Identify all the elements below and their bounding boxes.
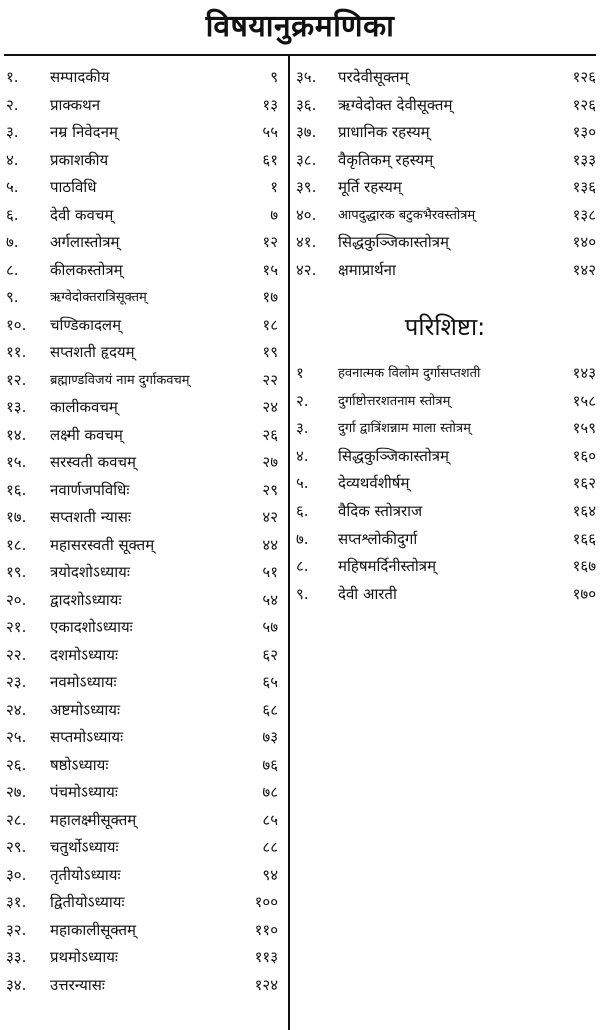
entry-title: देवी कवचम्: [50, 205, 114, 224]
toc-entry: [292, 257, 598, 285]
entry-title: कीलकस्तोत्रम्: [50, 260, 123, 279]
entry-title: नवार्णजपविधिः: [50, 480, 130, 499]
entry-title: एकादशोऽध्यायः: [50, 618, 133, 636]
toc-entry: [0, 669, 286, 697]
entry-title: सप्तमोऽध्यायः: [50, 728, 124, 746]
toc-entry: [292, 174, 598, 202]
entry-number: ३२.: [6, 920, 27, 939]
entry-title: महिषमर्दिनीस्तोत्रम्: [338, 557, 437, 576]
toc-entry: [0, 889, 286, 917]
entry-page-number: १४२: [572, 260, 596, 279]
toc-entry: [292, 443, 598, 471]
entry-page-number: ७८: [262, 783, 278, 801]
entry-title: त्रयोदशोऽध्यायः: [50, 563, 130, 581]
entry-title: द्वितीयोऽध्यायः: [50, 893, 125, 911]
toc-entry: [0, 642, 286, 670]
entry-number: ९.: [6, 288, 19, 306]
appendix-heading: परिशिष्टा:: [404, 313, 486, 341]
entry-number: ३९.: [296, 178, 317, 196]
entry-number: १७.: [6, 508, 27, 526]
entry-title: कालीकवचम्: [50, 398, 118, 416]
toc-entry: [0, 807, 286, 835]
toc-entry: [0, 972, 286, 1000]
entry-page-number: १८: [262, 315, 278, 334]
entry-title: सप्तश्लोकीदुर्गा: [338, 529, 418, 548]
entry-title: दुर्गाष्टोत्तरशतनाम स्तोत्रम्: [338, 393, 451, 409]
toc-entry: [0, 422, 286, 450]
entry-number: २६.: [6, 755, 27, 774]
entry-number: ६.: [6, 205, 19, 224]
entry-page-number: १५८: [572, 391, 596, 410]
toc-entry: [292, 415, 598, 443]
toc-entry: [292, 553, 598, 581]
toc-entry: [0, 229, 286, 257]
entry-title: पंचमोऽध्यायः: [50, 783, 118, 801]
toc-entry: [0, 174, 286, 202]
entry-title: मूर्ति रहस्यम्: [338, 178, 402, 196]
entry-number: ४२.: [296, 260, 317, 279]
entry-title: आपदुद्धारक बटुकभैरवस्तोत्रम्: [338, 207, 476, 223]
entry-title: चतुर्थोऽध्यायः: [50, 838, 119, 856]
toc-entry: [292, 119, 598, 147]
entry-page-number: ७६: [262, 755, 278, 774]
entry-page-number: १००: [254, 893, 278, 911]
entry-page-number: ४४: [262, 535, 278, 554]
entry-title: प्राक्कथन: [50, 95, 101, 114]
entry-number: ३३.: [6, 948, 27, 966]
entry-title: महालक्ष्मीसूक्तम्: [50, 810, 137, 829]
appendix-list: [292, 360, 598, 608]
toc-entry: [0, 119, 286, 147]
entry-page-number: ८८: [262, 838, 278, 856]
entry-title: हवनात्मक विलोम दुर्गासप्तशती: [338, 366, 481, 381]
entry-page-number: १५: [262, 260, 278, 279]
entry-number: २७.: [6, 783, 27, 801]
entry-number: ४.: [296, 446, 309, 465]
toc-entry: [0, 449, 286, 477]
entry-title: द्वादशोऽध्यायः: [50, 590, 122, 609]
toc-entry: [0, 504, 286, 532]
entry-number: २४.: [6, 700, 27, 719]
entry-page-number: १३६: [572, 178, 596, 196]
entry-number: २३.: [6, 673, 27, 691]
entry-page-number: ६८: [262, 700, 278, 719]
entry-number: ७.: [6, 233, 19, 251]
entry-page-number: १: [270, 178, 278, 196]
entry-number: ४०.: [296, 205, 317, 224]
toc-entry: [0, 834, 286, 862]
entry-title: महाकालीसूक्तम्: [50, 920, 136, 939]
entry-number: १६.: [6, 480, 27, 499]
toc-entry: [0, 477, 286, 505]
entry-number: १०.: [6, 315, 27, 334]
entry-page-number: १५९: [572, 419, 596, 438]
entry-number: १: [296, 364, 304, 382]
toc-entry: [292, 202, 598, 230]
entry-page-number: ५४: [262, 590, 278, 609]
toc-entry: [292, 64, 598, 92]
contents-list-left: [0, 64, 286, 999]
entry-page-number: १६४: [572, 501, 596, 520]
entry-page-number: १२४: [254, 975, 278, 994]
entry-number: ४१.: [296, 233, 317, 251]
toc-entry: [0, 697, 286, 725]
entry-number: १२.: [6, 370, 27, 389]
entry-title: क्षमाप्रार्थना: [338, 260, 396, 279]
toc-entry: [0, 202, 286, 230]
entry-page-number: ९४: [262, 865, 278, 884]
entry-number: ३.: [6, 123, 19, 141]
entry-title: महासरस्वती सूक्तम्: [50, 535, 155, 554]
entry-page-number: १६७: [572, 557, 596, 576]
entry-number: ३६.: [296, 95, 317, 114]
toc-entry: [292, 92, 598, 120]
toc-entry: [0, 312, 286, 340]
entry-number: ४.: [6, 150, 19, 169]
toc-entry: [292, 147, 598, 175]
entry-title: देवी आरती: [338, 584, 397, 603]
entry-page-number: १२: [262, 233, 278, 251]
entry-title: नम्र निवेदनम्: [50, 123, 118, 141]
entry-page-number: ७: [270, 205, 278, 224]
entry-number: ३०.: [6, 865, 27, 884]
entry-number: ६.: [296, 501, 309, 520]
entry-title: अष्टमोऽध्यायः: [50, 700, 121, 719]
entry-page-number: १४३: [572, 364, 596, 382]
entry-page-number: २७: [262, 453, 278, 471]
toc-entry: [0, 752, 286, 780]
title-divider: [4, 54, 596, 56]
entry-number: २०.: [6, 590, 27, 609]
entry-number: १३.: [6, 398, 27, 416]
entry-page-number: १६२: [572, 474, 596, 493]
entry-number: ५.: [296, 474, 309, 493]
toc-entry: [0, 92, 286, 120]
toc-entry: [292, 229, 598, 257]
entry-page-number: ११३: [254, 948, 278, 966]
entry-page-number: ५५: [262, 123, 278, 141]
entry-number: ८.: [6, 260, 19, 279]
entry-page-number: १२६: [572, 95, 596, 114]
entry-title: तृतीयोऽध्यायः: [50, 865, 121, 884]
entry-number: ३४.: [6, 975, 27, 994]
entry-number: ३८.: [296, 150, 317, 169]
entry-number: २२.: [6, 645, 27, 664]
entry-title: उत्तरन्यासः: [50, 975, 105, 994]
entry-page-number: १३: [262, 95, 278, 114]
toc-entry: [292, 526, 598, 554]
entry-page-number: २९: [262, 480, 278, 499]
entry-number: २८.: [6, 810, 27, 829]
entry-page-number: ५७: [262, 618, 278, 636]
entry-title: नवमोऽध्यायः: [50, 673, 117, 691]
entry-page-number: ७३: [262, 728, 278, 746]
entry-title: ब्रह्माण्डविजयं नाम दुर्गाकवचम्: [50, 372, 190, 388]
entry-page-number: १६०: [572, 446, 596, 465]
entry-title: सप्तशती हृदयम्: [50, 343, 135, 361]
entry-page-number: १३३: [572, 150, 596, 169]
toc-entry: [292, 581, 598, 609]
entry-title: प्रथमोऽध्यायः: [50, 948, 118, 966]
toc-entry: [0, 367, 286, 395]
entry-number: १९.: [6, 563, 27, 581]
entry-page-number: १६६: [572, 529, 596, 548]
entry-title: ऋग्वेदोक्त देवीसूक्तम्: [338, 95, 453, 114]
entry-number: ३१.: [6, 893, 27, 911]
toc-entry: [0, 64, 286, 92]
toc-entry: [0, 587, 286, 615]
entry-page-number: १४०: [572, 233, 596, 251]
entry-title: सम्पादकीय: [50, 68, 110, 86]
entry-number: ७.: [296, 529, 309, 548]
entry-title: वैदिक स्तोत्रराज: [338, 501, 423, 520]
entry-number: ३७.: [296, 123, 317, 141]
column-divider: [288, 56, 290, 1030]
entry-page-number: ५१: [262, 563, 278, 581]
entry-page-number: १७: [262, 288, 278, 306]
entry-page-number: ९: [270, 68, 278, 86]
toc-entry: [0, 917, 286, 945]
entry-title: दशमोऽध्यायः: [50, 645, 118, 664]
entry-page-number: २४: [262, 398, 278, 416]
entry-title: सरस्वती कवचम्: [50, 453, 137, 471]
entry-number: २.: [296, 391, 309, 410]
toc-entry: [292, 498, 598, 526]
entry-number: १८.: [6, 535, 27, 554]
entry-title: ऋग्वेदोक्तरात्रिसूक्तम्: [50, 290, 147, 305]
entry-number: १.: [6, 68, 19, 86]
entry-page-number: १३८: [572, 205, 596, 224]
page-title: विषयानुक्रमणिका: [205, 9, 395, 44]
entry-number: ११.: [6, 343, 27, 361]
entry-title: वैकृतिकम् रहस्यम्: [338, 150, 434, 169]
entry-page-number: ६१: [262, 150, 278, 169]
toc-entry: [0, 257, 286, 285]
entry-page-number: २२: [262, 370, 278, 389]
toc-entry: [0, 724, 286, 752]
entry-number: १४.: [6, 425, 27, 444]
toc-entry: [0, 944, 286, 972]
entry-page-number: ११०: [254, 920, 278, 939]
entry-title: चण्डिकादलम्: [50, 315, 122, 334]
entry-number: ५.: [6, 178, 19, 196]
entry-number: ८.: [296, 557, 309, 576]
entry-title: अर्गलास्तोत्रम्: [50, 233, 120, 251]
entry-page-number: १२६: [572, 68, 596, 86]
toc-entry: [292, 388, 598, 416]
toc-entry: [0, 614, 286, 642]
entry-number: ३.: [296, 419, 309, 438]
entry-title: पाठविधि: [50, 178, 97, 196]
entry-number: ३५.: [296, 68, 317, 86]
entry-title: देव्यथर्वशीर्षम्: [338, 474, 410, 493]
toc-entry: [0, 779, 286, 807]
entry-page-number: १३०: [572, 123, 596, 141]
contents-list-right: [292, 64, 598, 284]
entry-page-number: ८५: [262, 810, 278, 829]
entry-title: सिद्धकुञ्जिकास्तोत्रम्: [338, 446, 449, 465]
entry-page-number: ६२: [262, 645, 278, 664]
entry-title: षष्ठोऽध्यायः: [50, 755, 109, 774]
entry-number: २.: [6, 95, 19, 114]
entry-page-number: १७०: [572, 584, 596, 603]
entry-title: प्राधानिक रहस्यम्: [338, 123, 430, 141]
toc-entry: [0, 559, 286, 587]
entry-page-number: १९: [262, 343, 278, 361]
toc-entry: [0, 532, 286, 560]
toc-entry: [292, 360, 598, 388]
entry-title: परदेवीसूक्तम्: [338, 68, 409, 86]
toc-entry: [0, 394, 286, 422]
entry-number: २९.: [6, 838, 27, 856]
entry-title: लक्ष्मी कवचम्: [50, 425, 123, 444]
toc-entry: [0, 339, 286, 367]
toc-entry: [0, 284, 286, 312]
toc-entry: [0, 862, 286, 890]
entry-number: १५.: [6, 453, 27, 471]
entry-number: २५.: [6, 728, 27, 746]
entry-page-number: २६: [262, 425, 278, 444]
entry-title: सप्तशती न्यासः: [50, 508, 131, 526]
toc-entry: [292, 470, 598, 498]
entry-title: सिद्धकुञ्जिकास्तोत्रम्: [338, 233, 449, 251]
entry-number: ९.: [296, 584, 309, 603]
entry-page-number: ४२: [262, 508, 278, 526]
entry-title: दुर्गा द्वात्रिंशन्नाम माला स्तोत्रम्: [338, 421, 471, 437]
entry-page-number: ६५: [262, 673, 278, 691]
entry-number: २१.: [6, 618, 27, 636]
toc-entry: [0, 147, 286, 175]
entry-title: प्रकाशकीय: [50, 150, 109, 169]
